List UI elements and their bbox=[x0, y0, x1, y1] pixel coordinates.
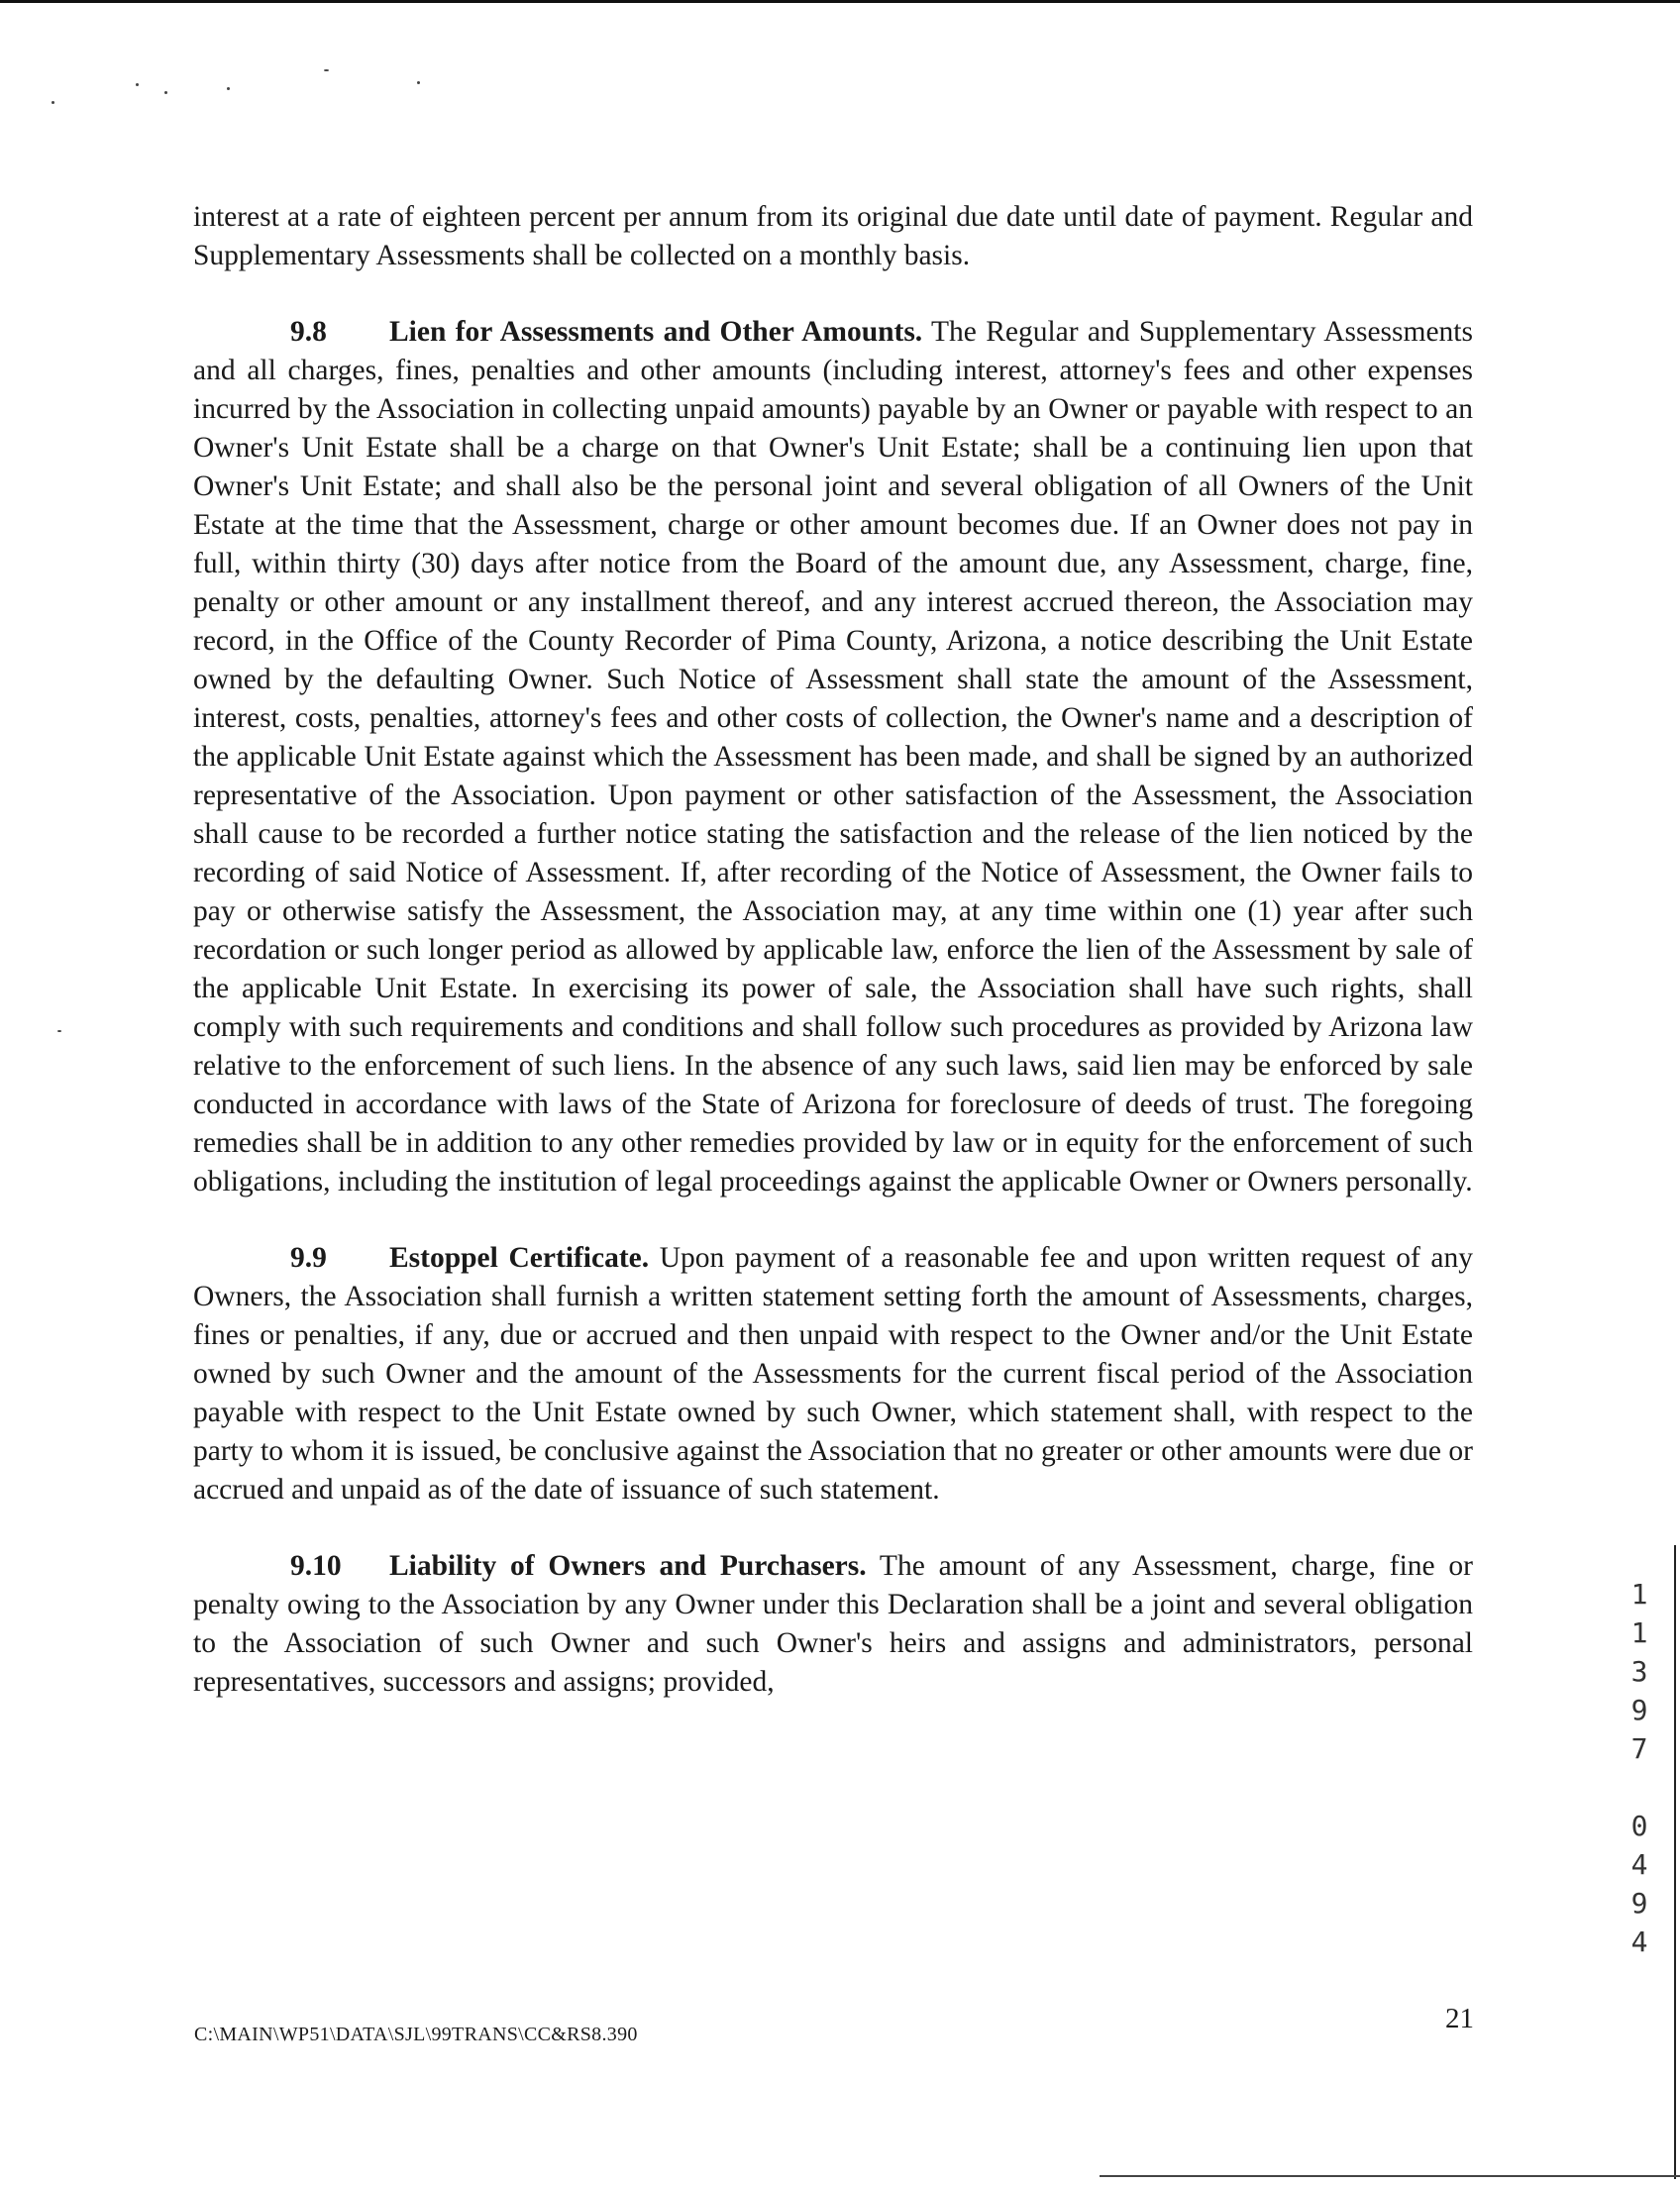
section-body: The amount of any Assessment, charge, fine or penalty owing to the Association by any Owner under this Declaration shall be a joint and several obligation to the Association of such Owner and such Owner's heirs and assigns and administrators, personal representatives, successors and assigns; provided, bbox=[193, 1550, 1474, 1698]
stamp-digit: 1 bbox=[1630, 1578, 1648, 1611]
section-body: The Regular and Supplementary Assessments and all charges, fines, penalties and other amounts (including interest, attorney's fees and other expenses incurred by the Association in collecting unpaid amounts) payable by an Owner or payable with respect to an Owner's Unit Estate shall be a charge on that Owner's Unit Estate; shall be a continuing lien upon that Owner's Unit Estate; and shall also be the personal joint and several obligation of all Owners of the Unit Estate at the time that the Assessment, charge or other amount becomes due. If an Owner does not pay in full, within thirty (30) days after notice from the Board of the amount due, any Assessment, charge, fine, penalty or other amount or any installment thereof, and any interest accrued thereon, the Association may record, in the Office of the County Recorder of Pima County, Arizona, a notice describing the Unit Estate owned by the defaulting Owner. Such Notice of Assessment shall state the amount of the Assessment, interest, costs, penalties, attorney's fees and other costs of collection, the Owner's name and a description of the applicable Unit Estate against which the Assessment has been made, and shall be signed by an authorized representative of the Association. Upon payment or other satisfaction of the Assessment, the Association shall cause to be recorded a further notice stating the satisfaction and the release of the lien noticed by the recording of said Notice of Assessment. If, after recording of the Notice of Assessment, the Owner fails to pay or otherwise satisfy the Assessment, the Association may, at any time within one (1) year after such recordation or such longer period as allowed by applicable law, enforce the lien of the Assessment by sale of the applicable Unit Estate. In exercising its power of sale, the Association shall have such rights, shall comply with such requirements and conditions and shall follow such procedures as provided by Arizona law relative to the enforcement of such liens. In the absence of any such laws, said lien may be enforced by sale conducted in accordance with laws of the State of Arizona for foreclosure of deeds of trust. The foregoing remedies shall be in addition to any other remedies provided by law or in equity for the enforcement of such obligations, including the institution of legal proceedings against the applicable Owner or Owners personally. bbox=[193, 316, 1473, 1197]
section-number: 9.9 bbox=[290, 1242, 327, 1274]
section-9-10 bbox=[193, 1547, 1473, 1702]
stamp-digit: 4 bbox=[1630, 1925, 1648, 1958]
scan-speck bbox=[164, 91, 167, 94]
stamp-digit: 9 bbox=[1630, 1694, 1648, 1726]
section-title: Liability of Owners and Purchasers. bbox=[389, 1550, 867, 1582]
section-number: 9.8 bbox=[290, 316, 327, 348]
stamp-digit: 7 bbox=[1630, 1732, 1648, 1765]
stamp-digit: 1 bbox=[1630, 1616, 1648, 1649]
scan-speck bbox=[136, 83, 139, 86]
section-title: Estoppel Certificate. bbox=[389, 1242, 650, 1274]
right-scan-edge bbox=[1674, 1545, 1676, 2179]
scan-speck bbox=[227, 87, 230, 90]
section-title: Lien for Assessments and Other Amounts. bbox=[389, 316, 923, 348]
page-number: 21 bbox=[1445, 2003, 1474, 2034]
stamp-digit: 4 bbox=[1630, 1848, 1648, 1881]
section-9-8 bbox=[193, 313, 1473, 1201]
stamp-digit: 0 bbox=[1630, 1810, 1648, 1842]
section-number: 9.10 bbox=[290, 1550, 342, 1582]
opening-paragraph: interest at a rate of eighteen percent per annum from its original due date until date of payment. Regular and Supplementary Assessments shall be collected on a monthly basis. bbox=[193, 201, 1473, 271]
scan-speck bbox=[417, 81, 420, 84]
stamp-digit: 3 bbox=[1630, 1655, 1648, 1688]
section-9-9 bbox=[193, 1239, 1473, 1509]
top-scan-edge bbox=[0, 0, 1680, 3]
scan-speck bbox=[52, 101, 54, 104]
footer-file-path: C:\MAIN\WP51\DATA\SJL\99TRANS\CC&RS8.390 bbox=[194, 2024, 638, 2045]
section-body: Upon payment of a reasonable fee and upon written request of any Owners, the Association shall furnish a written statement setting forth the amount of Assessments, charges, fines or penalties, if any, due or accrued and then unpaid with respect to the Owner and/or the Unit Estate owned by such Owner and the amount of the Assessments for the current fiscal period of the Association payable with respect to the Unit Estate owned by such Owner, which statement shall, with respect to the party to whom it is issued, be conclusive against the Association that no greater or other amounts were due or accrued and unpaid as of the date of issuance of such statement. bbox=[193, 1242, 1474, 1506]
document-body bbox=[193, 198, 1473, 1739]
bottom-scan-edge bbox=[1100, 2175, 1680, 2177]
recording-stamp bbox=[1625, 1575, 1654, 1961]
stamp-digit: 9 bbox=[1630, 1887, 1648, 1920]
scan-speck bbox=[57, 1030, 61, 1032]
scan-speck bbox=[324, 69, 329, 71]
